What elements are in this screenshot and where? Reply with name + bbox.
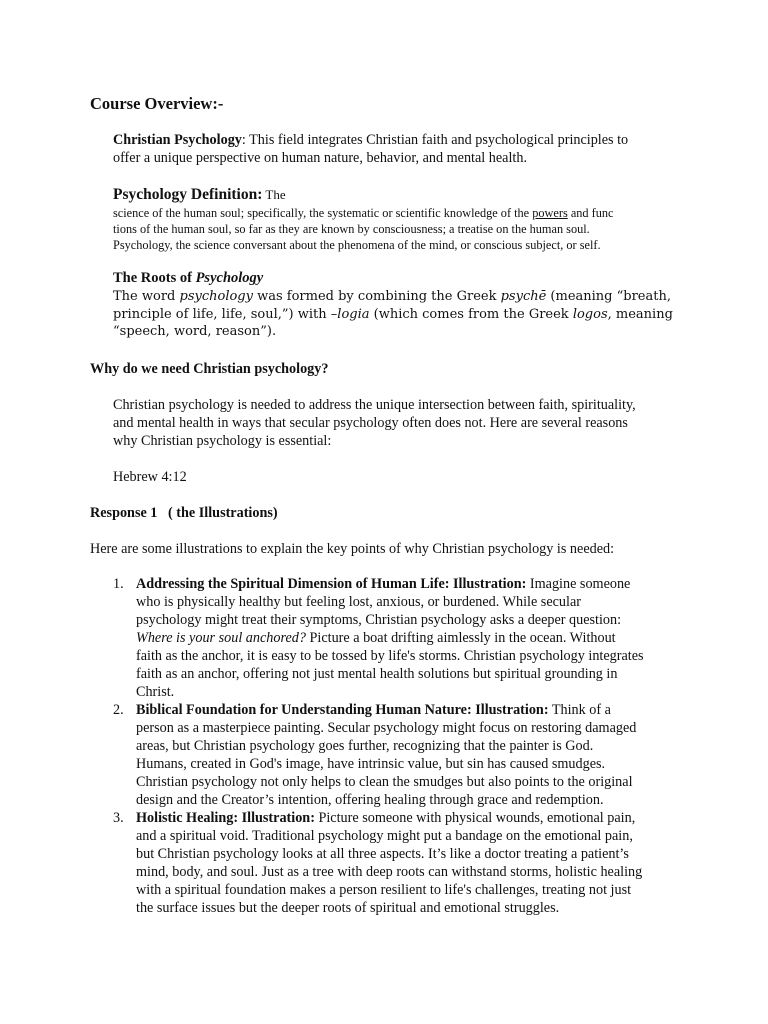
list-item-title: Addressing the Spiritual Dimension of Human Life: Illustration: bbox=[136, 576, 527, 592]
roots-l2c: (which comes from the Greek bbox=[369, 306, 573, 322]
christian-psychology-line-2: offer a unique perspective on human nature, behavior, and mental health. bbox=[113, 150, 527, 166]
roots-l2d: logos bbox=[572, 306, 608, 322]
definition-line-1-post: and func bbox=[567, 206, 614, 220]
definition-line-2: tions of the human soul, so far as they are known by consciousness; a treatise on the human soul. bbox=[113, 222, 590, 236]
list-item-number: 3. bbox=[113, 810, 124, 826]
why-heading: Why do we need Christian psychology? bbox=[90, 361, 329, 377]
roots-heading bbox=[113, 269, 673, 288]
roots-line-3: “speech, word, reason”). bbox=[113, 324, 277, 339]
list-item-title: Biblical Foundation for Understanding Human Nature: Illustration: bbox=[136, 702, 549, 718]
item1-l1: Imagine someone bbox=[526, 576, 631, 592]
list-item-number: 2. bbox=[113, 702, 124, 718]
item2-l5: Christian psychology not only helps to clean the smudges but also points to the original bbox=[136, 774, 633, 790]
list-item-number: 1. bbox=[113, 576, 124, 592]
roots-body bbox=[113, 288, 673, 341]
why-line-3: why Christian psychology is essential: bbox=[113, 433, 332, 449]
item2-l3: areas, but Christian psychology goes further, recognizing that the painter is God. bbox=[136, 738, 594, 754]
response-heading: Response 1 ( the Illustrations) bbox=[90, 505, 278, 521]
definition-section bbox=[113, 185, 614, 253]
item2-l6: design and the Creator’s intention, offering healing through grace and redemption. bbox=[136, 792, 604, 808]
roots-heading-text: The Roots of bbox=[113, 270, 196, 286]
response-intro: Here are some illustrations to explain the key points of why Christian psychology is needed: bbox=[90, 541, 615, 557]
roots-l1a: The word bbox=[113, 289, 180, 304]
item1-l4 bbox=[136, 629, 644, 647]
item3-l3: but Christian psychology looks at all three aspects. It’s like a doctor treating a patient’s bbox=[136, 846, 629, 862]
roots-l2b: logia bbox=[337, 306, 370, 322]
item3-l2: and a spiritual void. Traditional psychology might put a bandage on the emotional pain, bbox=[136, 828, 633, 844]
roots-heading-em: Psychology bbox=[195, 270, 264, 286]
item3-l5: with a spiritual foundation makes a person resilient to life's challenges, treating not just bbox=[136, 882, 632, 898]
item1-l3: psychology might treat their symptoms, Christian psychology asks a deeper question: bbox=[136, 612, 622, 628]
why-line-2: and mental health in ways that secular psychology often does not. Here are several reasons bbox=[113, 415, 628, 431]
christian-psychology-paragraph bbox=[113, 131, 628, 167]
definition-heading-line bbox=[113, 185, 614, 205]
list-item-line bbox=[136, 575, 644, 593]
item2-l4: Humans, created in God's image, have intrinsic value, but sin has caused smudges. bbox=[136, 756, 606, 772]
item1-l4-em: Where is your soul anchored? bbox=[136, 630, 306, 646]
definition-lead: The bbox=[262, 187, 286, 202]
item1-l4-text: Picture a boat drifting aimlessly in the ocean. Without bbox=[305, 630, 616, 646]
item2-l2: person as a masterpiece painting. Secular psychology might focus on restoring damaged bbox=[136, 720, 637, 736]
course-overview-heading: Course Overview:- bbox=[90, 94, 224, 113]
roots-l1e: (meaning “breath, bbox=[546, 289, 671, 304]
roots-l2a: principle of life, life, soul,”) with – bbox=[113, 306, 338, 322]
roots-l1c: was formed by combining the Greek bbox=[252, 289, 501, 304]
roots-line-1 bbox=[113, 288, 673, 306]
why-paragraph bbox=[113, 396, 636, 450]
christian-psychology-line-1 bbox=[113, 131, 628, 149]
item2-l1: Think of a bbox=[548, 702, 611, 718]
roots-l2e: , meaning bbox=[607, 306, 673, 322]
item1-l2: who is physically healthy but feeling lost, anxious, or burdened. While secular bbox=[136, 594, 581, 610]
item3-l1: Picture someone with physical wounds, emotional pain, bbox=[314, 810, 636, 826]
illustrations-list bbox=[113, 575, 644, 917]
list-item bbox=[113, 809, 644, 917]
list-item-line bbox=[136, 809, 644, 827]
roots-l1d: psychē bbox=[500, 289, 547, 304]
list-item bbox=[113, 575, 644, 701]
list-item bbox=[113, 701, 644, 809]
item3-l4: mind, body, and soul. Just as a tree with deep roots can withstand storms, holistic healing bbox=[136, 864, 643, 880]
powers-link[interactable]: powers bbox=[532, 206, 568, 220]
scripture-reference: Hebrew 4:12 bbox=[113, 469, 187, 485]
definition-line-3: Psychology, the science conversant about the phenomena of the mind, or conscious subject, or self. bbox=[113, 238, 601, 252]
definition-line-1 bbox=[113, 205, 614, 221]
list-item-line bbox=[136, 701, 644, 719]
definition-line-1-pre: science of the human soul; specifically, the systematic or scientific knowledge of the bbox=[113, 206, 533, 220]
why-line-1: Christian psychology is needed to address the unique intersection between faith, spirituality, bbox=[113, 397, 636, 413]
christian-psychology-text-1: : This field integrates Christian faith and psychological principles to bbox=[241, 132, 629, 148]
list-item-title: Holistic Healing: Illustration: bbox=[136, 810, 315, 826]
roots-line-2 bbox=[113, 306, 673, 324]
christian-psychology-term: Christian Psychology bbox=[113, 132, 242, 148]
definition-heading: Psychology Definition: bbox=[113, 186, 263, 203]
item3-l6: the surface issues but the deeper roots of spiritual and emotional struggles. bbox=[136, 900, 560, 916]
item1-l6: faith as an anchor, offering not just mental health solutions but spiritual grounding in bbox=[136, 666, 618, 682]
item1-l7: Christ. bbox=[136, 684, 175, 700]
roots-l1b: psychology bbox=[179, 289, 253, 304]
roots-section bbox=[113, 269, 673, 341]
item1-l5: faith as the anchor, it is easy to be tossed by life's storms. Christian psychology integrates bbox=[136, 648, 644, 664]
